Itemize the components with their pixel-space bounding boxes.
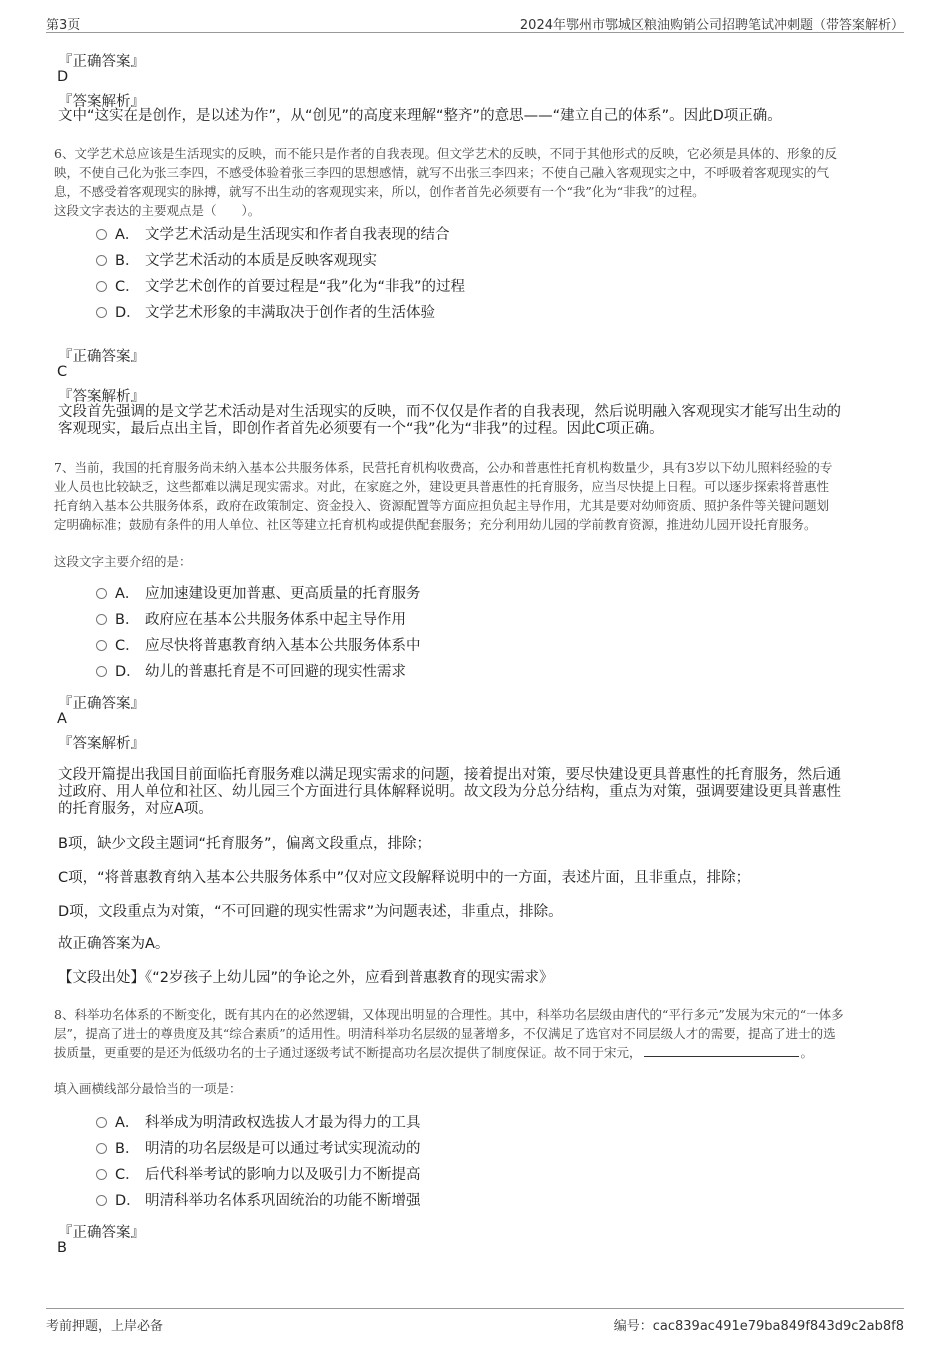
- q8-line-2: 层”，提高了进士的尊贵度及其“综合素质”的适用性。明清科举功名层级的显著增多，不仅满足了选官对不同层级人才的需要，提高了进士的选: [54, 1026, 836, 1041]
- q8-line-3: 拔质量，更重要的是还为低级功名的士子通过逐级考试不断提高功名层次提供了制度保证。故不同于宋元， 。: [54, 1045, 814, 1060]
- q6-line-2: 映，不使自己化为张三李四，不感受体验着张三李四的思想感情，就写不出张三李四来；不使自己融入客观现实之中，不呼吸着客观现实的气: [54, 165, 830, 180]
- q8-option-b[interactable]: B． 明清的功名层级是可以通过考试实现流动的: [96, 1139, 421, 1159]
- q8-option-c[interactable]: C． 后代科举考试的影响力以及吸引力不断提高: [96, 1165, 421, 1185]
- q7-answer-label: 『正确答案』: [58, 696, 145, 712]
- q7-conclusion: 故正确答案为A。: [58, 936, 170, 952]
- radio-icon[interactable]: [96, 281, 107, 292]
- radio-icon[interactable]: [96, 588, 107, 599]
- radio-icon[interactable]: [96, 666, 107, 677]
- radio-icon[interactable]: [96, 1143, 107, 1154]
- q7-explanation: [58, 767, 841, 818]
- q7-explanation-line-2: 过政府、用人单位和社区、幼儿园三个方面进行具体解释说明。故文段为分总分结构，重点为对策，强调要建设更具普惠性: [58, 784, 841, 800]
- fill-in-blank: [644, 1044, 799, 1057]
- q6-option-a[interactable]: A． 文学艺术活动是生活现实和作者自我表现的结合: [96, 225, 450, 245]
- q8-option-a[interactable]: A． 科举成为明清政权选拔人才最为得力的工具: [96, 1113, 421, 1133]
- radio-icon[interactable]: [96, 1169, 107, 1180]
- q7-option-d-note: D项，文段重点为对策，“不可回避的现实性需求”为问题表述，非重点，排除。: [58, 904, 563, 920]
- q7-line-4: 定明确标准；鼓励有条件的用人单位、社区等建立托育机构或提供配套服务；充分利用幼儿园的学前教育资源，推进幼儿园开设托育服务。: [54, 517, 817, 532]
- q6-stem: 这段文字表达的主要观点是（ ）。: [54, 203, 261, 218]
- q6-question: [54, 144, 837, 220]
- q7-stem: 这段文字主要介绍的是：: [54, 554, 192, 569]
- page-footer: [46, 1308, 904, 1337]
- q6-explanation-line-2: 客观现实，最后点出主旨，即创作者首先必须要有一个“我”化为“非我”的过程。因此C项正确。: [58, 421, 664, 437]
- q8-line-1: 8、科举功名体系的不断变化，既有其内在的必然逻辑，又体现出明显的合理性。其中，科举功名层级由唐代的“平行多元”发展为宋元的“一体多: [54, 1007, 844, 1022]
- radio-icon[interactable]: [96, 1117, 107, 1128]
- radio-icon[interactable]: [96, 1195, 107, 1206]
- radio-icon[interactable]: [96, 229, 107, 240]
- q8-option-d[interactable]: D． 明清科举功名体系巩固统治的功能不断增强: [96, 1191, 421, 1211]
- radio-icon[interactable]: [96, 307, 107, 318]
- q8-question: [54, 1005, 844, 1062]
- q6-line-3: 息，不感受着客观现实的脉搏，就写不出生动的客观现实来，所以，创作者首先必须要有一个“我”化为“非我”的过程。: [54, 184, 705, 199]
- q6-option-b[interactable]: B． 文学艺术活动的本质是反映客观现实: [96, 251, 377, 271]
- q6-answer-label: 『正确答案』: [58, 349, 145, 365]
- q8-answer: B: [57, 1240, 67, 1256]
- q6-option-d[interactable]: D． 文学艺术形象的丰满取决于创作者的生活体验: [96, 303, 435, 323]
- document-code: 编号：cac839ac491e79ba849f843d9c2ab8f8: [613, 1319, 904, 1334]
- q5-explanation-label: 『答案解析』: [58, 94, 145, 110]
- q7-option-b[interactable]: B． 政府应在基本公共服务体系中起主导作用: [96, 610, 406, 630]
- document-title: 2024年鄂州市鄂城区粮油购销公司招聘笔试冲刺题（带答案解析）: [519, 18, 904, 33]
- page-number: 第3页: [46, 18, 81, 33]
- q6-answer: C: [57, 364, 68, 380]
- q6-explanation: [58, 404, 841, 438]
- q7-line-1: 7、当前，我国的托育服务尚未纳入基本公共服务体系，民营托育机构收费高，公办和普惠性托育机构数量少，具有3岁以下幼儿照料经验的专: [54, 460, 833, 475]
- footer-slogan: 考前押题，上岸必备: [46, 1319, 164, 1334]
- radio-icon[interactable]: [96, 640, 107, 651]
- q7-line-3: 托育纳入基本公共服务体系，政府在政策制定、资金投入、资源配置等方面应担负起主导作用，尤其是要对幼师资质、照护条件等关键问题划: [54, 498, 830, 513]
- q5-answer: D: [57, 69, 69, 85]
- q7-answer: A: [57, 711, 67, 727]
- q8-stem: 填入画横线部分最恰当的一项是：: [54, 1081, 242, 1096]
- q7-question: [54, 458, 832, 534]
- q7-explanation-line-3: 的托育服务，对应A项。: [58, 801, 213, 817]
- q7-option-c-note: C项，“将普惠教育纳入基本公共服务体系中”仅对应文段解释说明中的一方面，表述片面，且非重点，排除；: [58, 870, 751, 886]
- q5-explanation: 文中“这实在是创作，是以述为作”，从“创见”的高度来理解“整齐”的意思——“建立自己的体系”。因此D项正确。: [58, 108, 782, 124]
- radio-icon[interactable]: [96, 614, 107, 625]
- q6-line-1: 6、文学艺术总应该是生活现实的反映，而不能只是作者的自我表现。但文学艺术的反映，不同于其他形式的反映，它必须是具体的、形象的反: [54, 146, 837, 161]
- radio-icon[interactable]: [96, 255, 107, 266]
- q7-explanation-line-1: 文段开篇提出我国目前面临托育服务难以满足现实需求的问题，接着提出对策，要尽快建设更具普惠性的托育服务，然后通: [58, 767, 841, 783]
- q8-answer-label: 『正确答案』: [58, 1225, 145, 1241]
- q6-explanation-line-1: 文段首先强调的是文学艺术活动是对生活现实的反映，而不仅仅是作者的自我表现，然后说明融入客观现实才能写出生动的: [58, 404, 841, 420]
- q6-explanation-label: 『答案解析』: [58, 389, 145, 405]
- q7-option-a[interactable]: A． 应加速建设更加普惠、更高质量的托育服务: [96, 584, 421, 604]
- q7-option-b-note: B项，缺少文段主题词“托育服务”，偏离文段重点，排除；: [58, 836, 431, 852]
- page-header: [46, 12, 904, 33]
- q6-option-c[interactable]: C． 文学艺术创作的首要过程是“我”化为“非我”的过程: [96, 277, 465, 297]
- q7-line-2: 业人员也比较缺乏，这些都难以满足现实需求。对此，在家庭之外，建设更具普惠性的托育服务，应当尽快提上日程。可以逐步探索将普惠性: [54, 479, 830, 494]
- q7-option-d[interactable]: D． 幼儿的普惠托育是不可回避的现实性需求: [96, 662, 406, 682]
- q7-explanation-label: 『答案解析』: [58, 736, 145, 752]
- q7-option-c[interactable]: C． 应尽快将普惠教育纳入基本公共服务体系中: [96, 636, 421, 656]
- q7-source: 【文段出处】《“2岁孩子上幼儿园”的争论之外，应看到普惠教育的现实需求》: [58, 970, 554, 986]
- q5-answer-label: 『正确答案』: [58, 54, 145, 70]
